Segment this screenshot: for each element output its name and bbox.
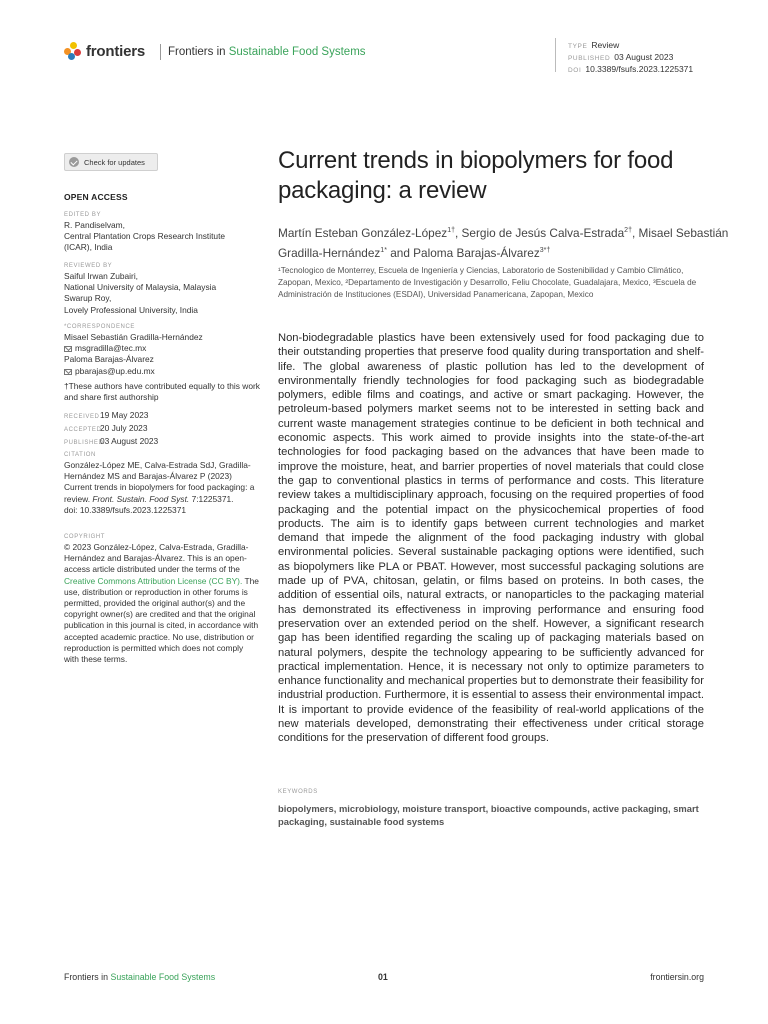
dates: RECEIVED19 May 2023 ACCEPTED20 July 2023 PUBLISHED03 August 2023 (64, 410, 159, 447)
meta-doi[interactable]: DOI 10.3389/fsufs.2023.1225371 (568, 64, 694, 74)
copyright: COPYRIGHT © 2023 González-López, Calva-Estrada, Gradilla-Hernández and Barajas-Álvarez. This is an open-access article distributed under the terms of the Creative Commons Attribution License (CC BY). The use, distribution or reproduction in other forums is permitted, provided the original author(s) and the copyright owner(s) are credited and that the original publication in this journal is cited, in accordance with accepted academic practice. No use, distribution or reproduction is permitted which does not comply with these terms. (64, 534, 259, 665)
keywords-label: KEYWORDS (278, 789, 318, 795)
article-title: Current trends in biopolymers for food packaging: a review (278, 147, 674, 204)
meta-published: PUBLISHED 03 August 2023 (568, 52, 674, 62)
author-1[interactable]: Martín Esteban González-López$^{1\dagger}$ (278, 225, 455, 240)
journal-title: Sustainable Food Systems (228, 46, 366, 58)
mail-icon (64, 369, 72, 375)
check-icon (69, 157, 79, 167)
reviewed-by: REVIEWED BY Saiful Irwan Zubairi, National University of Malaysia, Malaysia Swarup Roy, Lovely Professional University, India (64, 263, 217, 315)
citation-doi[interactable]: doi: 10.3389/fsufs.2023.1225371 (64, 504, 187, 515)
citation: CITATION González-López ME, Calva-Estrada SdJ, Gradilla-Hernández MS and Barajas-Álvarez P (2023) Current trends in biopolymers for food packaging: a review. Front. Sustain. Food Syst. 7:1225371. doi: 10.3389/fsufs.2023.1225371 (64, 452, 255, 515)
header-separator (160, 44, 161, 60)
affiliations: ¹Tecnologico de Monterrey, Escuela de Ingeniería y Ciencias, Laboratorio de Sostenibilidad y Cambio Climático, Zapopan, Mexico, ²Departamento de Investigación y Desarrollo, Feliu Chocolate, Guadalajara, Mexico, ³Escuela de Administración de Instituciones (ESDAI), Universidad Panamericana, Zapopan, Mexico (278, 266, 697, 299)
author-4[interactable]: Paloma Barajas-Álvarez$^{3*\dagger}$ (413, 245, 551, 260)
check-for-updates-button[interactable]: Check for updates (64, 153, 158, 171)
edited-by: EDITED BY R. Pandiselvam, Central Plantation Crops Research Institute (ICAR), India (64, 212, 226, 253)
journal-prefix: Frontiers in (168, 46, 226, 58)
page-number: 01 (378, 972, 388, 982)
email-link-2[interactable]: pbarajas@up.edu.mx (64, 366, 260, 377)
cc-license-link[interactable]: Creative Commons Attribution License (CC BY). (64, 575, 243, 586)
footer-site-link[interactable]: frontiersin.org (650, 972, 704, 982)
frontiers-logo-icon (64, 42, 82, 60)
brand-name: frontiers (86, 42, 146, 60)
footer-journal[interactable]: Frontiers in Sustainable Food Systems (64, 972, 216, 982)
frontiers-logo[interactable] (64, 42, 145, 60)
keywords: biopolymers, microbiology, moisture transport, bioactive compounds, active packaging, smart packaging, sustainable food systems (278, 803, 699, 827)
author-2[interactable]: Sergio de Jesús Calva-Estrada$^{2\dagger}$ (461, 225, 632, 240)
abstract: Non-biodegradable plastics have been extensively used for food packaging due to their outstanding properties that preserve food quality during transportation and shelf-life. The global awareness of plastic pollution has led to the development of environmentally friendly technologies for food packaging such as biodegradable polymers, edible films and coatings, and active or smart packaging. However, the petroleum-based polymers market seems not to be interested in setting back and current waste management strategies continue to be deficient in both technical and economic aspects. This work aimed to provide insights into the state-of-the-art technologies for food packaging based on the advances that have been made to improve the moisture, heat, and barrier properties of novel materials that could close the gap to conventional plastics in terms of performance and costs. This literature review takes a multidisciplinary approach, focusing on the required properties of food packaging and the potential impact on the physicochemical properties of food products. The aim is to identify gaps between current technologies and market demand that impede the alignment of the food packaging industry with global environmental policies. Several sustainable packaging options were identified, such as biopolymers like PLA or PBAT. However, most successful packaging solutions are made up of PVA, chitosan, gelatin, or films based on proteins. In both cases, the addition of essential oils, natural extracts, or nanoparticles to the packaging material has demonstrated its effectiveness in improving performance and ensuring food preservation over an extended period on the shelf. However, a significant research gap has been identified regarding the scaling up of packaging materials based on natural polymers, despite the technology appearing to be sufficiently advanced for practical implementation. Hence, it is necessary not only to optimize parameters to enhance functionality and mechanical properties but to demonstrate their feasibility for industrial production. Furthermore, it is essential to assess their environmental impact. It is important to provide evidence of the feasibility of real-world applications of the new materials developed, demonstrating their effectiveness under critical storage conditions for the preservation of different food groups. (278, 332, 704, 745)
open-access-label: OPEN ACCESS (64, 192, 128, 202)
meta-type: TYPE Review (568, 40, 620, 50)
email-link-1[interactable]: msgradilla@tec.mx (64, 343, 260, 354)
author-list: Martín Esteban González-López$^{1\dagger}$, Sergio de Jesús Calva-Estrada$^{2\dagger}$, Misael Sebastián Gradilla-Hernández$^{1*}$ and Paloma Barajas-Álvarez$^{3*\dagger}$ (278, 225, 729, 260)
author-3[interactable]: Misael Sebastián Gradilla-Hernández$^{1*}$ (278, 225, 729, 260)
meta-separator (555, 38, 556, 72)
equal-contribution-note: †These authors have contributed equally to this work and share first authorship (64, 381, 260, 403)
correspondence: *CORRESPONDENCE Misael Sebastián Gradilla-Hernández msgradilla@tec.mx Paloma Barajas-Álvarez pbarajas@up.edu.mx (64, 322, 260, 377)
journal-name[interactable] (168, 46, 366, 58)
mail-icon (64, 346, 72, 352)
